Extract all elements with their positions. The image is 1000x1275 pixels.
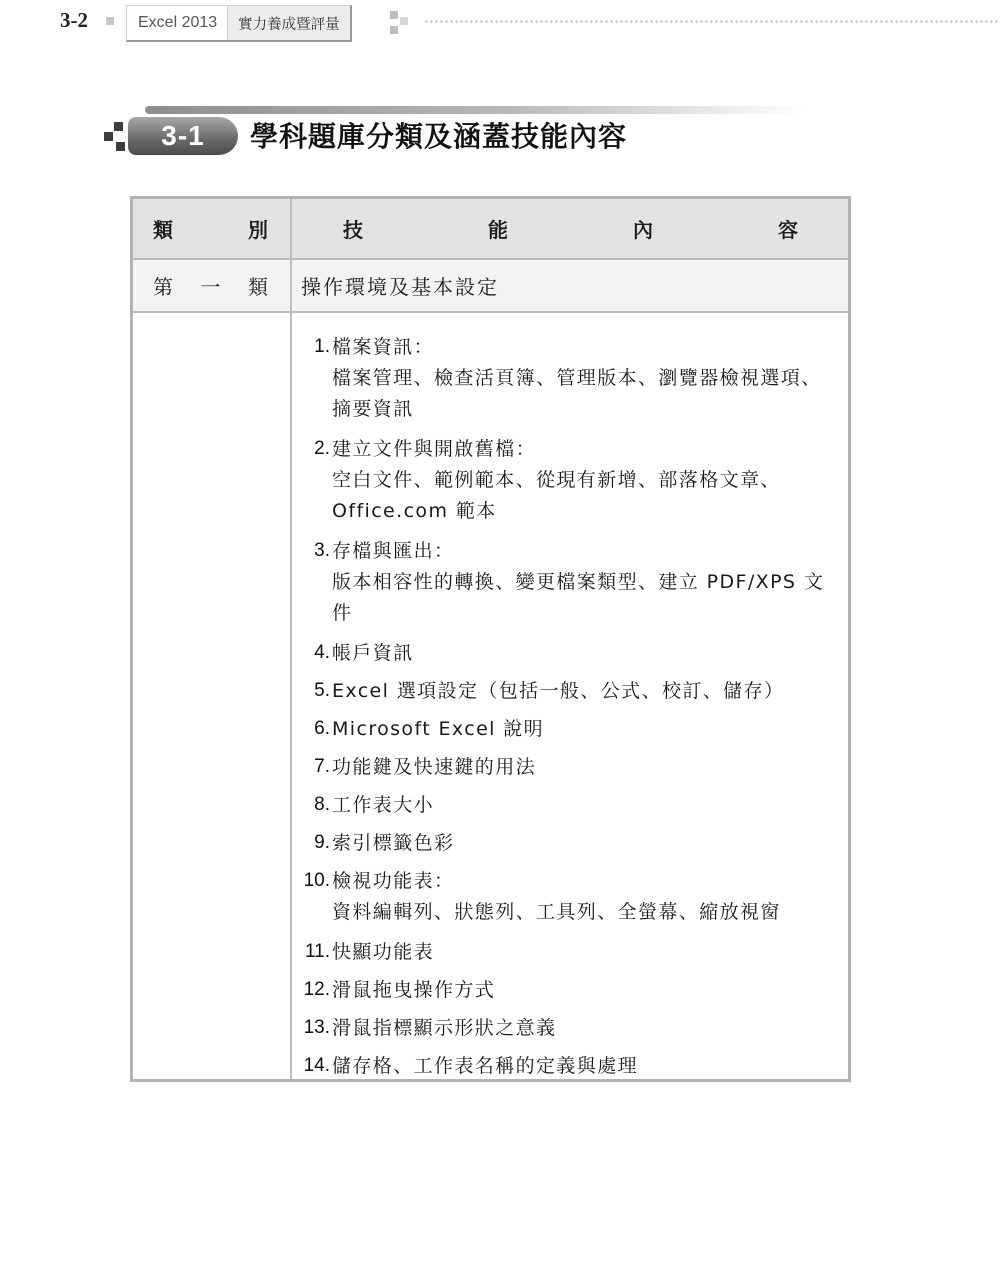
item-number: 4. <box>314 642 330 663</box>
skill-item <box>297 435 837 527</box>
item-number: 9. <box>314 832 330 853</box>
item-number: 13. <box>303 1017 330 1038</box>
item-title: 建立文件與開啟舊檔： <box>332 438 537 460</box>
header-dotted-rule <box>424 20 1000 23</box>
running-header <box>126 5 352 42</box>
item-title: 滑鼠指標顯示形狀之意義 <box>332 1017 557 1039</box>
book-title: Excel 2013 <box>138 14 218 31</box>
item-detail: 空白文件、範例範本、從現有新增、部落格文章、Office.com 範本 <box>332 469 781 522</box>
item-title: 索引標籤色彩 <box>332 832 455 854</box>
item-title: 檢視功能表： <box>332 870 455 892</box>
item-title: 存檔與匯出： <box>332 540 455 562</box>
item-detail: 版本相容性的轉換、變更檔案類型、建立 PDF/XPS 文件 <box>332 571 825 624</box>
section-number-badge: 3-1 <box>128 117 238 155</box>
skill-item <box>297 537 837 629</box>
skill-item <box>297 677 837 705</box>
item-number: 3. <box>314 540 330 561</box>
skill-item <box>297 639 837 667</box>
skill-item <box>297 829 837 857</box>
category-name-cell <box>153 260 268 311</box>
skill-list <box>297 333 837 1090</box>
item-number: 8. <box>314 794 330 815</box>
skill-item <box>297 976 837 1004</box>
header-skill-char: 技 <box>343 218 363 242</box>
skill-item <box>297 867 837 928</box>
header-pixel-ornament <box>390 11 410 35</box>
item-number: 10. <box>303 870 330 891</box>
header-category-char: 別 <box>248 218 268 242</box>
section-heading-rule <box>145 106 805 114</box>
header-category-char: 類 <box>153 218 173 242</box>
book-subtitle: 實力養成暨評量 <box>227 6 350 40</box>
item-number: 14. <box>303 1055 330 1076</box>
item-detail: 資料編輯列、狀態列、工具列、全螢幕、縮放視窗 <box>332 901 781 923</box>
header-category-cell <box>153 199 268 258</box>
item-title: 滑鼠拖曳操作方式 <box>332 979 496 1001</box>
column-divider <box>290 199 292 1079</box>
skill-item <box>297 753 837 781</box>
header-skill-char: 內 <box>633 218 653 242</box>
item-number: 1. <box>314 336 330 357</box>
item-number: 2. <box>314 438 330 459</box>
table-header-row <box>133 199 848 260</box>
item-title: 儲存格、工作表名稱的定義與處理 <box>332 1055 639 1077</box>
item-title: 工作表大小 <box>332 794 435 816</box>
category-description: 操作環境及基本設定 <box>301 275 499 299</box>
item-title: 檔案資訊： <box>332 336 435 358</box>
header-skill-char: 能 <box>488 218 508 242</box>
section-pixel-ornament <box>104 122 126 152</box>
section-title: 學科題庫分類及涵蓋技能內容 <box>250 120 628 153</box>
item-number: 7. <box>314 756 330 777</box>
skill-item <box>297 333 837 425</box>
category-name-char: 第 <box>153 275 173 299</box>
item-detail: 檔案管理、檢查活頁簿、管理版本、瀏覽器檢視選項、摘要資訊 <box>332 367 822 420</box>
item-number: 6. <box>314 718 330 739</box>
skill-item <box>297 1014 837 1042</box>
item-title: 快顯功能表 <box>332 941 435 963</box>
item-number: 12. <box>303 979 330 1000</box>
header-skill-cell <box>343 199 798 258</box>
category-row <box>133 260 848 313</box>
item-title: Microsoft Excel 說明 <box>332 718 545 740</box>
category-name-char: 類 <box>248 275 268 299</box>
item-number: 5. <box>314 680 330 701</box>
page-number: 3-2 <box>60 8 88 32</box>
category-name-char: 一 <box>200 275 221 299</box>
skill-item <box>297 938 837 966</box>
item-title: 帳戶資訊 <box>332 642 414 664</box>
header-skill-char: 容 <box>778 218 798 242</box>
skill-item <box>297 1052 837 1080</box>
header-square-ornament <box>106 17 114 25</box>
item-title: 功能鍵及快速鍵的用法 <box>332 756 537 778</box>
item-title: Excel 選項設定（包括一般、公式、校訂、儲存） <box>332 680 785 702</box>
item-number: 11. <box>304 941 330 962</box>
skill-item <box>297 791 837 819</box>
skill-item <box>297 715 837 743</box>
skill-table <box>130 196 851 1082</box>
